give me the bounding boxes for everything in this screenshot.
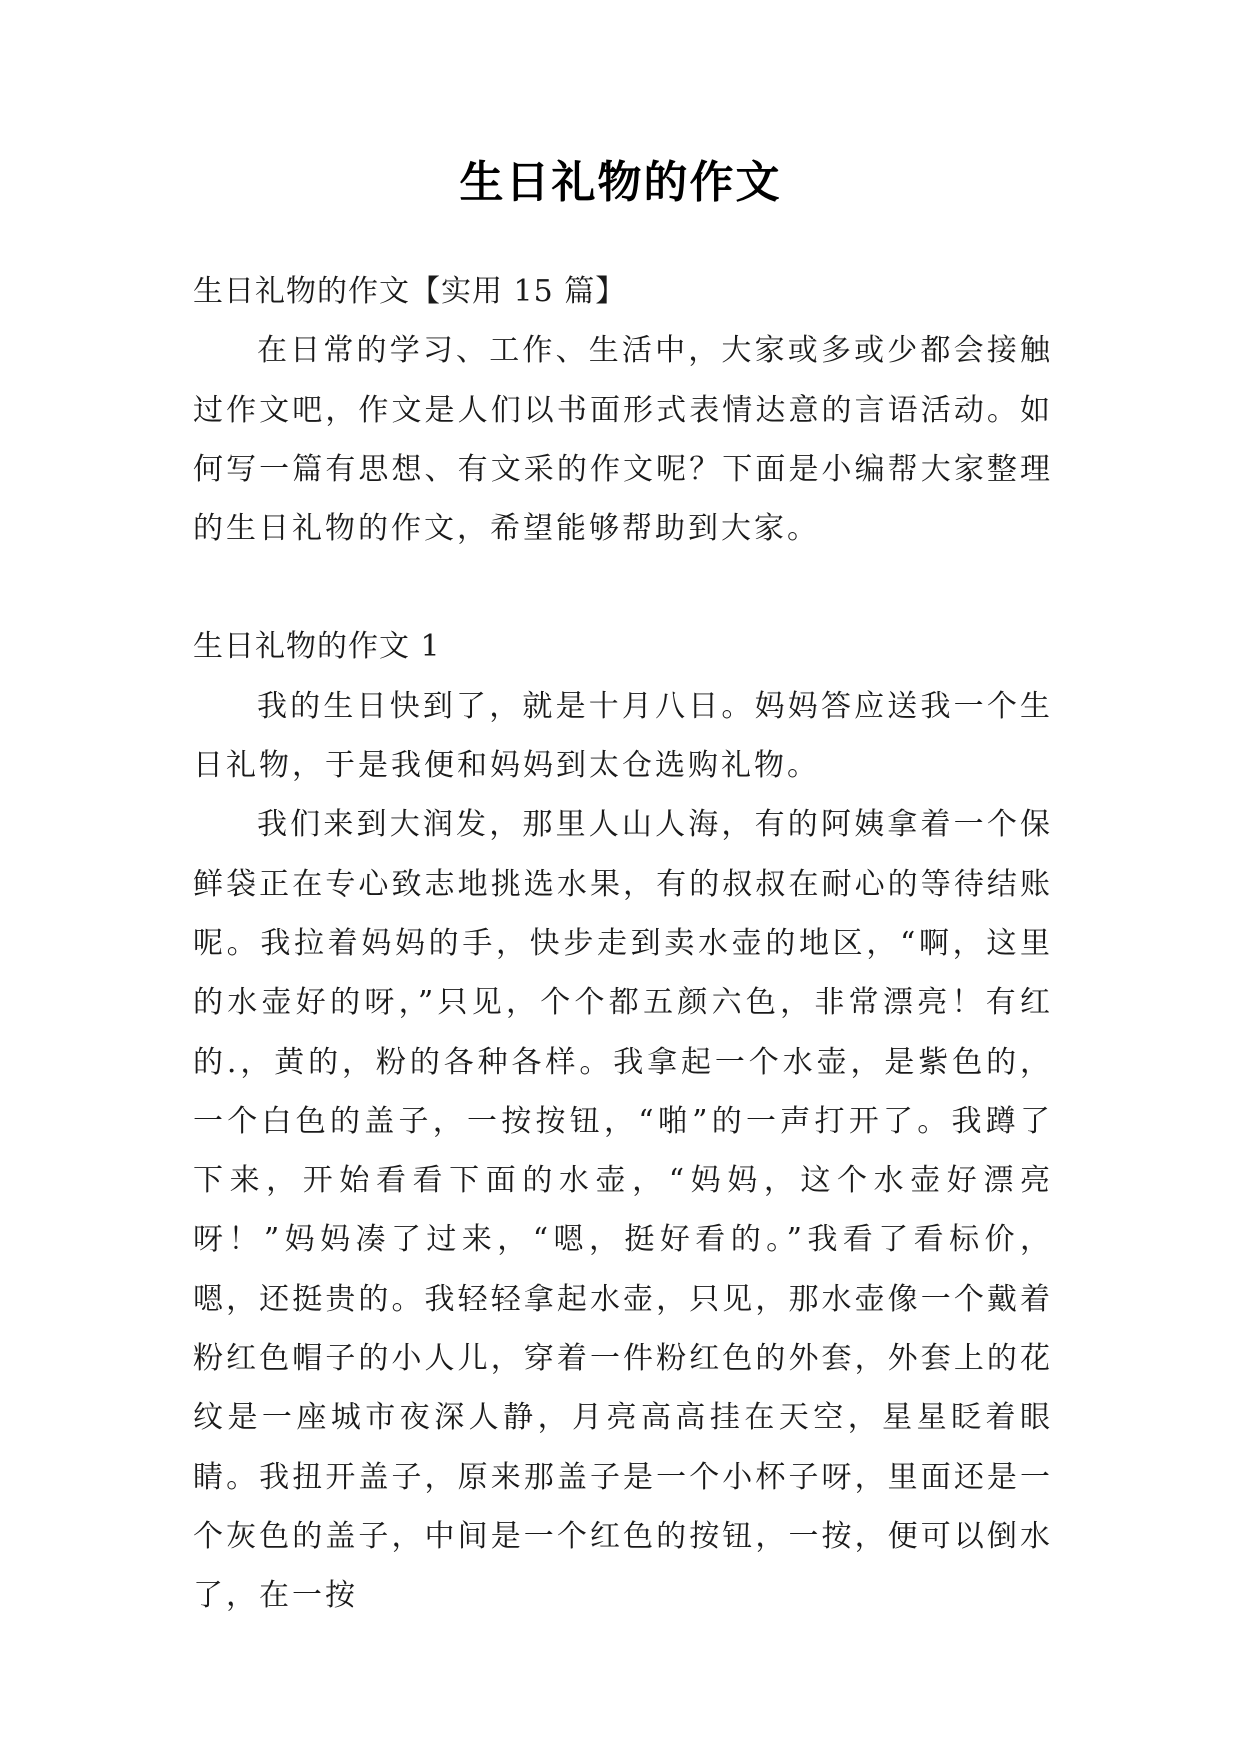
body-paragraph: 我的生日快到了，就是十月八日。妈妈答应送我一个生日礼物，于是我便和妈妈到太仓选购礼物。	[193, 688, 1053, 784]
body-paragraph: 我们来到大润发，那里人山人海，有的阿姨拿着一个保鲜袋正在专心致志地挑选水果，有的叔叔在耐心的等待结账呢。我拉着妈妈的手，快步走到卖水壶的地区，“啊，这里的水壶好的呀，”只见，个个都五颜六色，非常漂亮！有红的.，黄的，粉的各种各样。我拿起一个水壶，是紫色的，一个白色的盖子，一按按钮，“啪”的一声打开了。我蹲了下来，开始看看下面的水壶，“妈妈，这个水壶好漂亮呀！”妈妈凑了过来，“嗯，挺好看的。”我看了看标价，嗯，还挺贵的。我轻轻拿起水壶，只见，那水壶像一个戴着粉红色帽子的小人儿，穿着一件粉红色的外套，外套上的花纹是一座城市夜深人静，月亮高高挂在天空，星星眨着眼睛。我扭开盖子，原来那盖子是一个小杯子呀，里面还是一个灰色的盖子，中间是一个红色的按钮，一按，便可以倒水了，在一按	[193, 807, 1053, 1614]
document-subtitle: 生日礼物的作文【实用 15 篇】	[193, 274, 627, 309]
section-heading: 生日礼物的作文 1	[193, 629, 441, 665]
document-body	[193, 262, 1053, 1626]
intro-paragraph: 在日常的学习、工作、生活中，大家或多或少都会接触过作文吧，作文是人们以书面形式表情达意的言语活动。如何写一篇有思想、有文采的作文呢？下面是小编帮大家整理的生日礼物的作文，希望能够帮助到大家。	[193, 333, 1053, 547]
document-title: 生日礼物的作文	[459, 157, 782, 208]
